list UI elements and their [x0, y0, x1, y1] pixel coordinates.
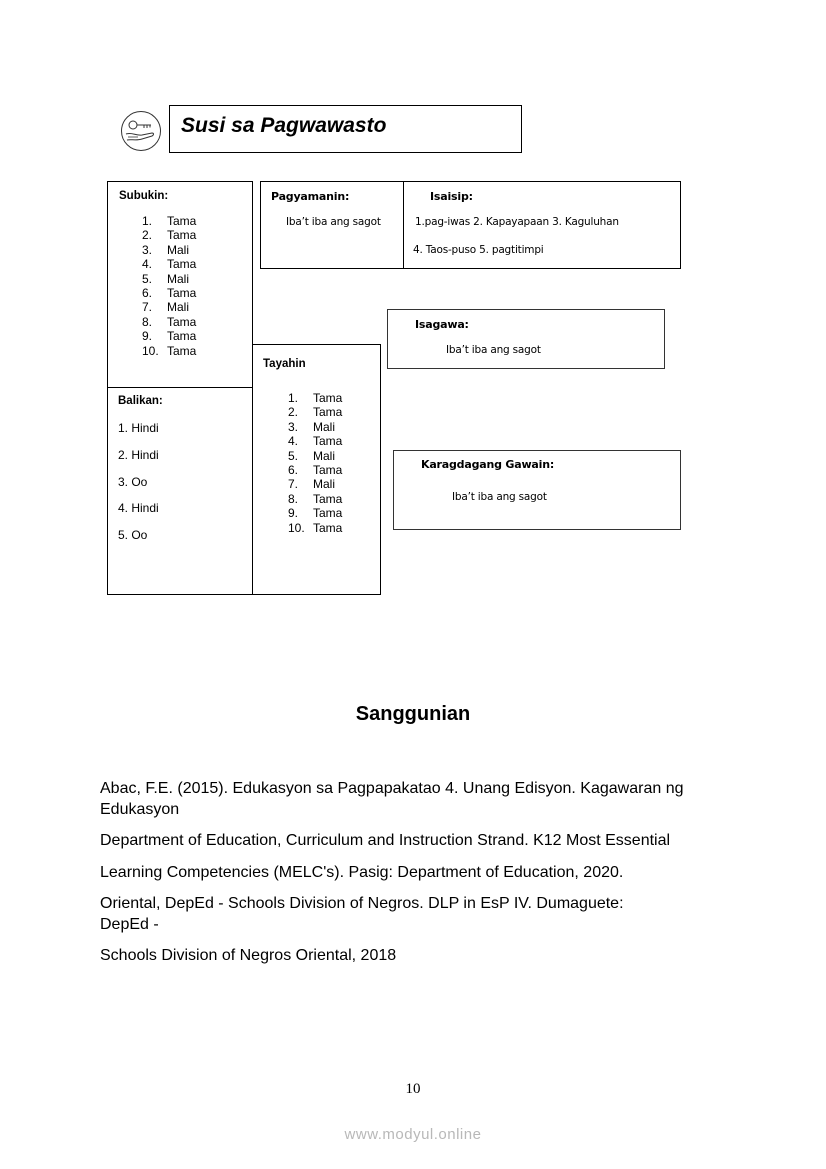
- karagdagang-gawain-answer: Iba’t iba ang sagot: [452, 491, 547, 503]
- list-item: 8. Tama: [142, 314, 197, 329]
- list-item: 9. Tama: [142, 329, 197, 344]
- reference-entry: Oriental, DepEd - Schools Division of Negros. DLP in EsP IV. Dumaguete: DepEd -: [100, 895, 624, 933]
- list-item: 3. Mali: [142, 242, 190, 257]
- pagyamanin-isaisip-table: [260, 181, 681, 269]
- list-item: 5. Mali: [142, 271, 190, 286]
- isagawa-label: Isagawa:: [415, 318, 469, 331]
- list-item: 8. Tama: [288, 491, 343, 506]
- subukin-label: Subukin:: [119, 190, 169, 202]
- key-in-hand-icon: [120, 110, 162, 152]
- isaisip-line-1: 1.pag-iwas 2. Kapayapaan 3. Kaguluhan: [415, 216, 619, 228]
- isaisip-line-2: 4. Taos-puso 5. pagtitimpi: [413, 244, 544, 256]
- title-box: [169, 105, 522, 153]
- list-item: 10. Tama: [142, 343, 197, 358]
- tayahin-box: [252, 344, 381, 595]
- list-item: 2. Tama: [288, 405, 343, 420]
- reference-entry: Schools Division of Negros Oriental, 2018: [100, 947, 397, 964]
- list-item: 7. Mali: [142, 300, 190, 315]
- list-item: 4. Tama: [142, 257, 197, 272]
- reference-entry: Learning Competencies (MELC's). Pasig: Department of Education, 2020.: [100, 864, 624, 881]
- list-item: 6. Tama: [288, 463, 343, 478]
- watermark: www.modyul.online: [344, 1126, 482, 1143]
- page-number: 10: [405, 1081, 421, 1097]
- page-title: Susi sa Pagwawasto: [181, 114, 387, 137]
- subukin-list: [142, 214, 196, 358]
- list-item: 2. Tama: [142, 228, 197, 243]
- balikan-list: [118, 421, 159, 555]
- table-divider: [403, 182, 404, 268]
- list-item: 1. Tama: [142, 214, 197, 228]
- list-item: 4. Tama: [288, 434, 343, 449]
- list-item: 3. Oo: [118, 474, 148, 489]
- list-item: 5. Mali: [288, 448, 336, 463]
- reference-entry: Abac, F.E. (2015). Edukasyon sa Pagpapakatao 4. Unang Edisyon. Kagawaran ng Edukasyon: [100, 780, 684, 818]
- isagawa-box: [387, 309, 665, 369]
- tayahin-list: [288, 391, 342, 535]
- isagawa-answer: Iba’t iba ang sagot: [446, 344, 541, 356]
- list-item: 1. Hindi: [118, 421, 159, 435]
- list-item: 1. Tama: [288, 391, 343, 405]
- subukin-box: [107, 181, 253, 388]
- pagyamanin-label: Pagyamanin:: [271, 190, 350, 203]
- list-item: 9. Tama: [288, 506, 343, 521]
- pagyamanin-answer: Iba’t iba ang sagot: [286, 216, 381, 228]
- isaisip-label: Isaisip:: [430, 190, 473, 203]
- list-item: 4. Hindi: [118, 501, 159, 516]
- list-item: 7. Mali: [288, 477, 336, 492]
- tayahin-label: Tayahin: [263, 358, 306, 370]
- karagdagang-gawain-box: [393, 450, 681, 530]
- list-item: 3. Mali: [288, 419, 336, 434]
- karagdagang-gawain-label: Karagdagang Gawain:: [421, 458, 555, 471]
- reference-entry: Department of Education, Curriculum and Instruction Strand. K12 Most Essential: [100, 832, 671, 849]
- list-item: 10. Tama: [288, 520, 343, 535]
- list-item: 5. Oo: [118, 528, 148, 543]
- list-item: 6. Tama: [142, 286, 197, 301]
- balikan-label: Balikan:: [118, 395, 163, 407]
- references-title: Sanggunian: [355, 703, 471, 725]
- list-item: 2. Hindi: [118, 447, 159, 462]
- balikan-box: [107, 387, 253, 595]
